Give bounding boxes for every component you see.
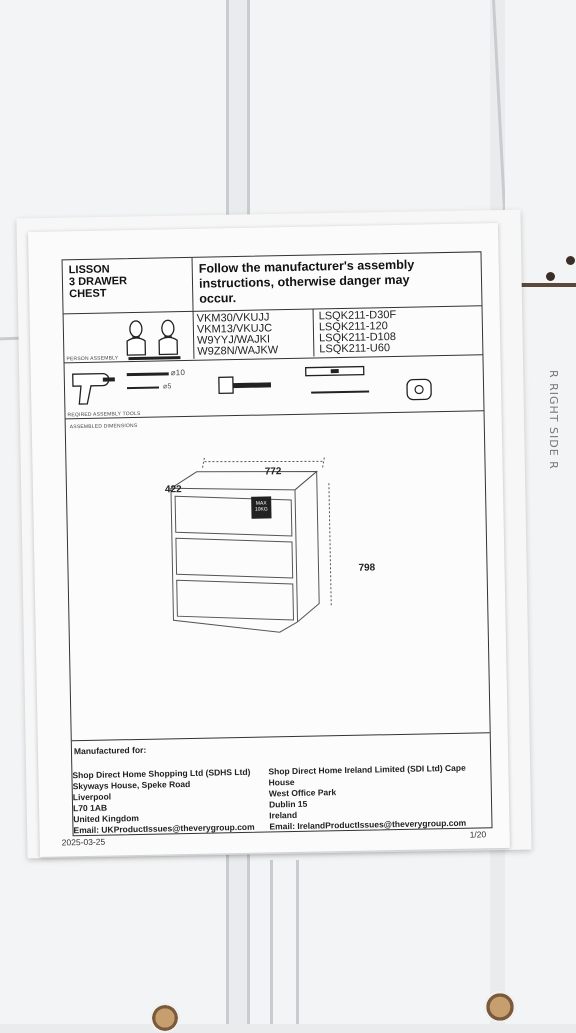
dowel-hole <box>484 991 516 1023</box>
product-title: LISSON 3 DRAWER CHEST <box>68 263 128 301</box>
height-dimension: 798 <box>358 562 376 574</box>
level-icon <box>305 365 365 378</box>
drill-bit-5-icon <box>127 387 159 390</box>
tape-measure-icon <box>405 377 435 402</box>
dowel-hole <box>150 1003 180 1033</box>
hammer-icon <box>217 372 273 399</box>
page-number: 1/20 <box>469 829 487 840</box>
width-dimension: 772 <box>264 466 282 478</box>
manufactured-for-label: Manufactured for: <box>73 744 147 757</box>
safety-warning: Follow the manufacturer's assembly instructions, otherwise danger may occur. <box>198 257 415 306</box>
instruction-frame <box>62 251 493 836</box>
drill-bit-5-label: ⌀5 <box>162 383 172 391</box>
cam-hole <box>546 272 555 281</box>
two-person-icon <box>124 318 185 363</box>
screwdriver-icon <box>311 390 369 393</box>
ireland-address: Shop Direct Home Ireland Limited (SDI Ltd) Cape House West Office Park Dublin 15 Ireland Email: IrelandProductIssues@theverygroup.com <box>268 762 467 832</box>
uk-address: Shop Direct Home Shopping Ltd (SDHS Ltd) Skyways House, Speke Road Liverpool L70 1AB United Kingdom Email: UKProductIssues@theverygroup.com <box>72 766 255 836</box>
assembled-dimensions-label: ASSEMBLED DIMENSIONS <box>69 422 138 431</box>
panel-side-label: R RIGHT SIDE R <box>547 370 560 470</box>
chest-illustration <box>156 455 359 639</box>
document-date: 2025-03-25 <box>61 836 106 848</box>
product-codes-right: LSQK211-D30F LSQK211-120 LSQK211-D108 LSQK211-U60 <box>318 308 397 356</box>
tools-label: REQIRED ASSEMBLY TOOLS <box>67 410 141 419</box>
instruction-sheet <box>28 223 510 857</box>
drill-bit-10-icon <box>127 372 169 376</box>
product-codes-left: VKM30/VKUJJ VKM13/VKUJC W9YYJ/WAJKI W9Z8N/WAJKW <box>196 311 279 358</box>
max-weight-badge: MAX 10KG <box>251 496 271 518</box>
panel-groove <box>296 860 299 1024</box>
drill-bit-10-label: ⌀10 <box>170 368 186 378</box>
cam-hole <box>566 256 575 265</box>
person-assembly-label: PERSON ASSEMBLY <box>66 355 119 363</box>
panel-groove <box>270 860 273 1024</box>
depth-dimension: 422 <box>164 484 182 496</box>
power-drill-icon <box>71 367 118 408</box>
